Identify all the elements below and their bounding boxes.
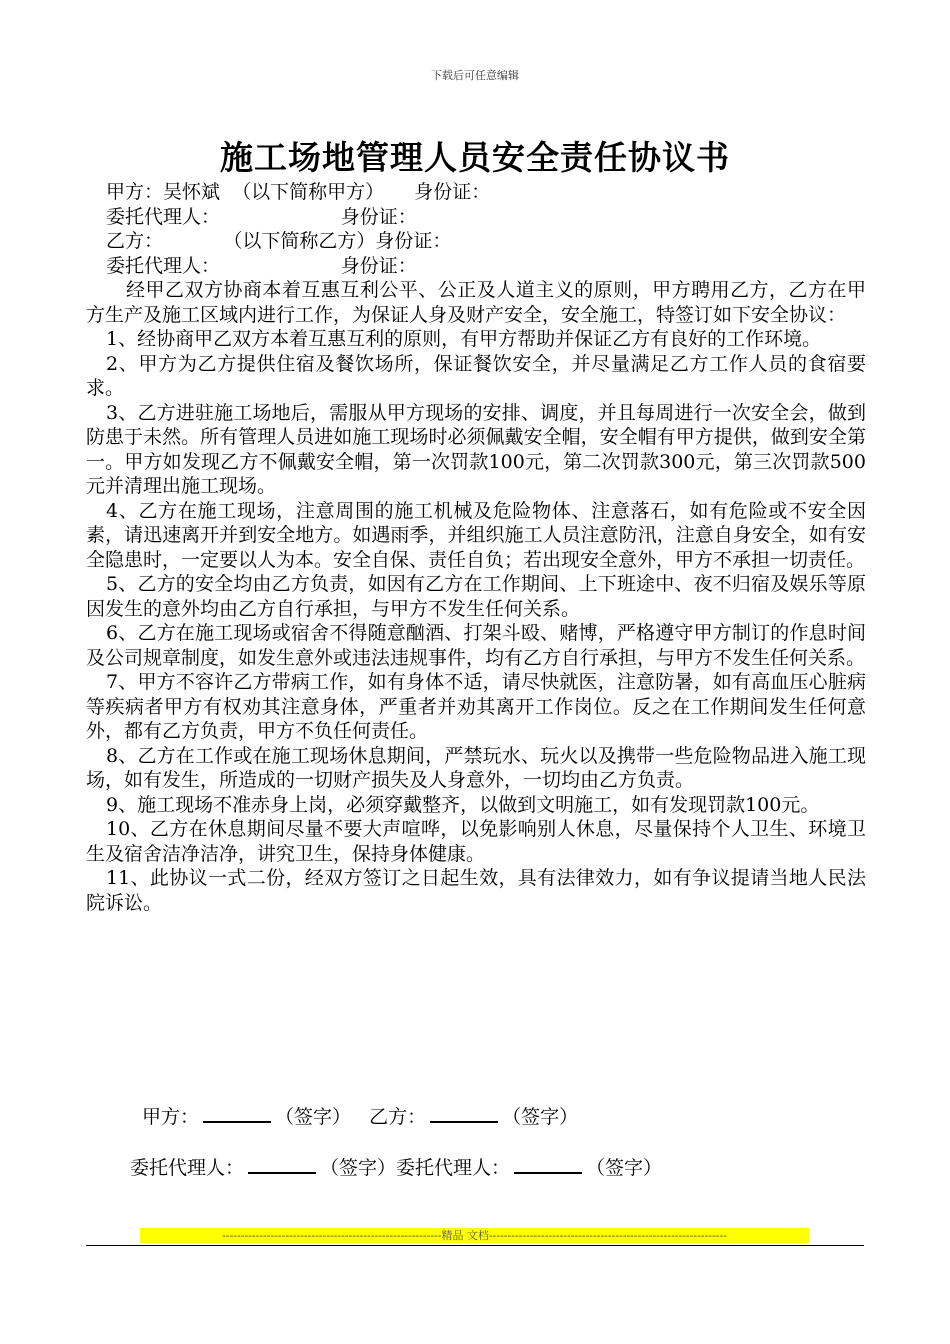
agent-b-sign-note: （签字）	[586, 1157, 663, 1179]
agent-b-sign-label: 委托代理人：	[396, 1157, 511, 1179]
party-a-sign-note: （签字）	[275, 1106, 352, 1128]
document-title: 施工场地管理人员安全责任协议书	[220, 138, 730, 177]
party-b-sign-note: （签字）	[502, 1106, 579, 1128]
agent-a-sign-note: （签字）	[320, 1157, 397, 1179]
clause-5: 5、乙方的安全均由乙方负责，如因有乙方在工作期间、上下班途中、夜不归宿及娱乐等原因发生的意外均由乙方自行承担，与甲方不发生任何关系。	[86, 573, 866, 620]
top-note: 下载后可任意编辑	[431, 69, 519, 82]
party-a-signature-blank[interactable]	[203, 1103, 271, 1123]
party-a-sign-label: 甲方：	[142, 1106, 200, 1128]
clause-6: 6、乙方在施工现场或宿舍不得随意酗酒、打架斗殴、赌博，严格遵守甲方制订的作息时间及公司规章制度，如发生意外或违法违规事件，均有乙方自行承担，与甲方不发生任何关系。	[86, 622, 866, 669]
footer-banner: -----------------------------------------------------------精品 文档----------------------------------------------------------------	[140, 1228, 809, 1243]
party-b-line: 乙方： （以下简称乙方）身份证：	[106, 230, 452, 252]
party-a-line: 甲方：吴怀斌 （以下简称甲方） 身份证：	[106, 181, 491, 203]
document-body	[86, 180, 866, 915]
agent-a-sign-label: 委托代理人：	[130, 1157, 245, 1179]
party-b-agent-line: 委托代理人： 身份证：	[106, 254, 417, 277]
agent-a-signature-blank[interactable]	[248, 1154, 316, 1174]
agent-b-signature-blank[interactable]	[514, 1154, 582, 1174]
clause-1: 1、经协商甲乙双方本着互惠互利的原则，有甲方帮助并保证乙方有良好的工作环境。	[106, 328, 822, 350]
clause-10: 10、乙方在休息期间尽量不要大声喧哗，以免影响别人休息，尽量保持个人卫生、环境卫生及宿舍洁净洁净，讲究卫生，保持身体健康。	[86, 818, 866, 865]
signature-row-agents	[130, 1153, 950, 1180]
party-a-agent-line: 委托代理人： 身份证：	[106, 205, 417, 228]
party-b-sign-label: 乙方：	[369, 1106, 427, 1128]
signature-row-parties	[142, 1102, 950, 1129]
clause-4: 4、乙方在施工现场，注意周围的施工机械及危险物体、注意落石，如有危险或不安全因素，请迅速离开并到安全地方。如遇雨季，并组织施工人员注意防汛，注意自身安全，如有安全隐患时，一定要以人为本。安全自保、责任自负；若出现安全意外，甲方不承担一切责任。	[86, 499, 866, 571]
clause-3: 3、乙方进驻施工场地后，需服从甲方现场的安排、调度，并且每周进行一次安全会，做到防患于未然。所有管理人员进如施工现场时必须佩戴安全帽，安全帽有甲方提供，做到安全第一。甲方如发现乙方不佩戴安全帽，第一次罚款100元，第二次罚款300元，第三次罚款500元并清理出施工现场。	[86, 401, 866, 497]
party-b-signature-blank[interactable]	[430, 1103, 498, 1123]
intro-paragraph: 经甲乙双方协商本着互惠互利公平、公正及人道主义的原则，甲方聘用乙方，乙方在甲方生产及施工区域内进行工作，为保证人身及财产安全，安全施工，特签订如下安全协议：	[86, 279, 866, 326]
footer-divider	[86, 1245, 864, 1246]
clause-2: 2、甲方为乙方提供住宿及餐饮场所，保证餐饮安全，并尽量满足乙方工作人员的食宿要求。	[86, 352, 866, 399]
clause-7: 7、甲方不容许乙方带病工作，如有身体不适，请尽快就医，注意防暑，如有高血压心脏病等疾病者甲方有权劝其注意身体，严重者并劝其离开工作岗位。反之在工作期间发生任何意外，都有乙方负责，甲方不负任何责任。	[86, 671, 866, 742]
clause-8: 8、乙方在工作或在施工现场休息期间，严禁玩水、玩火以及携带一些危险物品进入施工现场，如有发生，所造成的一切财产损失及人身意外，一切均由乙方负责。	[86, 744, 866, 791]
clause-11: 11、此协议一式二份，经双方签订之日起生效，具有法律效力，如有争议提请当地人民法院诉讼。	[86, 867, 866, 914]
clause-9: 9、施工现场不准赤身上岗，必须穿戴整齐，以做到文明施工，如有发现罚款100元。	[106, 793, 820, 816]
